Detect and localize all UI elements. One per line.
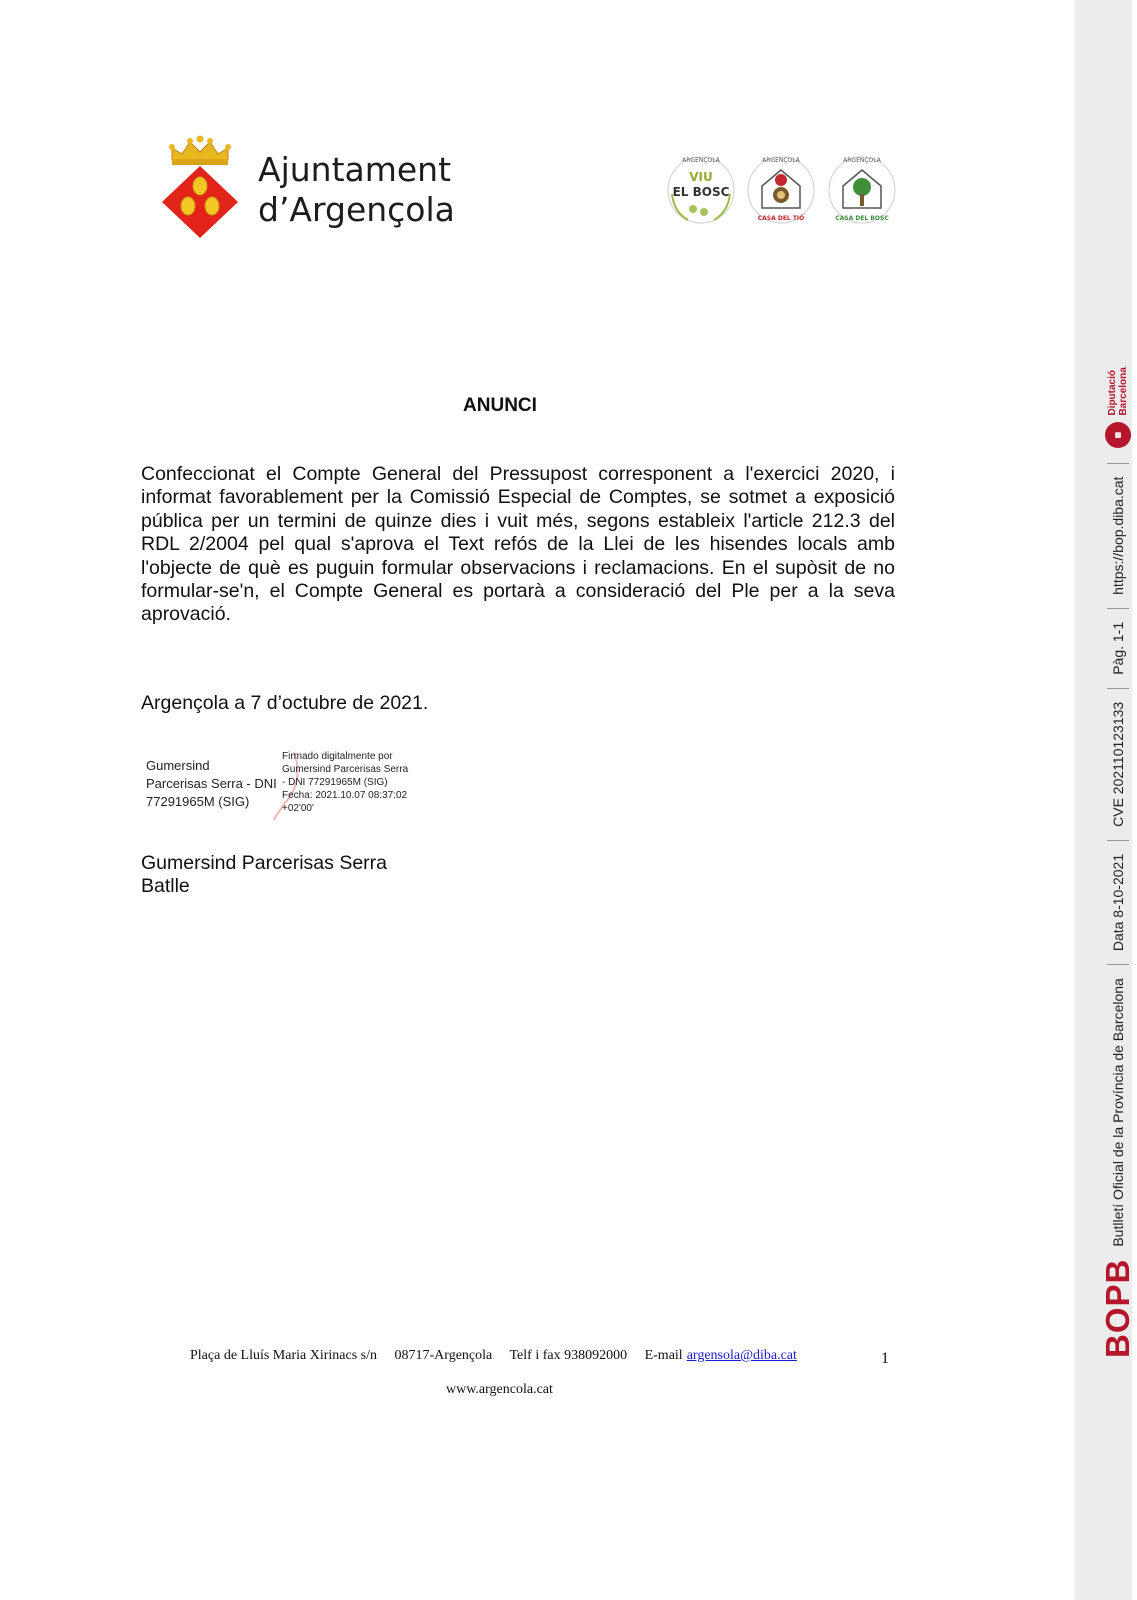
digital-signature (146, 750, 426, 822)
diputacio-emblem-icon: ▦ (1105, 422, 1131, 448)
svg-text:EL BOSC: EL BOSC (672, 185, 730, 199)
signature-holder: Gumersind Parcerisas Serra - DNI 77291965M (SIG) (146, 758, 277, 809)
cve-code: CVE 202110123133 (1110, 701, 1126, 827)
page-number: 1 (881, 1350, 889, 1367)
bopb-brand: BOPB (1099, 1258, 1136, 1358)
casa-del-bosc-seal-icon (829, 157, 895, 223)
signer-role: Batlle (141, 875, 190, 898)
signer-name: Gumersind Parcerisas Serra (141, 852, 387, 874)
footer-email-label: E-mail (644, 1348, 683, 1363)
svg-text:CASA DEL TIÓ: CASA DEL TIÓ (757, 215, 805, 222)
announcement-body: Confeccionat el Compte General del Pressupost corresponent a l'exercici 2020, i informat favorablement per la Comissió Especial de Comptes, se sotmet a exposició pública per un termini de quinze dies i vuit més, segons estableix l'article 212.3 del RDL 2/2004 pel qual s'aprova el Text refós de la Llei de les hisendes locals amb l'objecte de què es puguin formular observacions i reclamacions. En el supòsit de no formular-se'n, el Compte General es portarà a consideració del Ple per a la seva aprovació. (141, 463, 895, 626)
svg-text:CASA DEL BOSC: CASA DEL BOSC (835, 215, 889, 222)
footer-postal: 08717-Argençola (394, 1348, 493, 1363)
diputacio-name: Diputació Barcelona (1107, 367, 1129, 416)
footer-website[interactable]: www.argencola.cat (446, 1382, 553, 1397)
footer-phone: Telf i fax 938092000 (509, 1348, 628, 1363)
viu-el-bosc-seal-icon (668, 157, 734, 223)
bulletin-name: Butlletí Oficial de la Província de Barcelona (1110, 978, 1126, 1247)
signature-details: Firmado digitalmente por Gumersind Parcerisas Serra - DNI 77291965M (SIG) Fecha: 2021.10.07 08:37:02 +02'00' (282, 751, 409, 814)
page-range: Pàg. 1-1 (1110, 621, 1126, 675)
page-footer (190, 1348, 797, 1364)
separator (1107, 463, 1129, 464)
separator (1107, 688, 1129, 689)
diputacio-logo (1105, 367, 1131, 447)
footer-address: Plaça de Lluís Maria Xirinacs s/n (190, 1348, 378, 1363)
separator (1107, 964, 1129, 965)
publication-date: Data 8-10-2021 (1110, 853, 1126, 952)
organization-name: Ajuntament d’Argençola (258, 150, 455, 229)
svg-text:ARGENÇOLA: ARGENÇOLA (843, 157, 881, 164)
svg-text:ARGENÇOLA: ARGENÇOLA (762, 157, 800, 164)
bopb-strip-content (1099, 258, 1136, 1358)
municipal-crest-icon (160, 134, 240, 242)
casa-del-tio-seal-icon (748, 157, 814, 223)
bopb-strip (1075, 0, 1136, 1600)
svg-text:VIU: VIU (689, 170, 713, 184)
separator (1107, 840, 1129, 841)
place-and-date: Argençola a 7 d’octubre de 2021. (141, 692, 429, 714)
bulletin-url[interactable]: https://bop.diba.cat (1110, 476, 1126, 595)
program-seals (664, 150, 900, 234)
separator (1107, 608, 1129, 609)
footer-email-link[interactable]: argensola@diba.cat (686, 1348, 797, 1363)
signer-block (141, 852, 387, 899)
svg-text:ARGENÇOLA: ARGENÇOLA (682, 157, 720, 164)
document-title: ANUNCI (463, 395, 537, 416)
